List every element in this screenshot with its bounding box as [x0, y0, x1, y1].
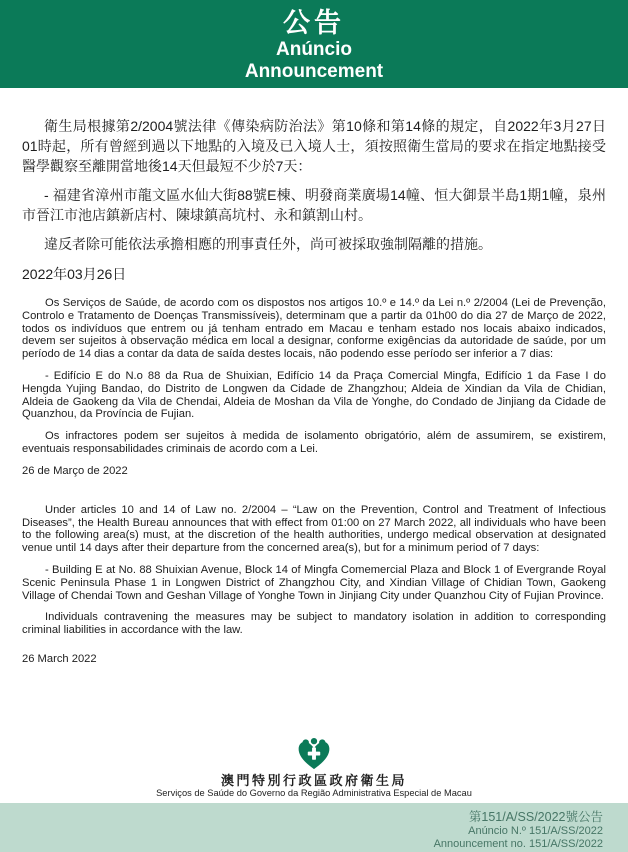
reference-number-pt: Anúncio N.º 151/A/SS/2022	[468, 825, 603, 837]
en-locations-item: - Building E at No. 88 Shuixian Avenue, Block 14 of Mingfa Comemercial Plaza and Block 1 of Evergrande Royal Scenic Peninsula Phase 1 in Longwen District of Zhangzhou City, and Xindian Village of Chidian Town, Gaokeng Village of Chendai Town and Geshan Village of Yonghe Town in Jinjiang City under Quanzhou City of Fujian Province.	[22, 563, 606, 602]
en-penalty-paragraph: Individuals contravening the measures may be subject to mandatory isolation in addition to corresponding criminal liabilities in accordance with the law.	[22, 611, 606, 637]
pt-penalty-paragraph: Os infractores podem ser sujeitos à medida de isolamento obrigatório, além de assumirem, se existirem, eventuais responsabilidades criminais de acordo com a Lei.	[22, 430, 606, 455]
issuer-name-pt: Serviços de Saúde do Governo da Região Administrativa Especial de Macau	[156, 788, 472, 798]
page-title-pt: Anúncio	[276, 39, 352, 60]
zh-date: 2022年03月26日	[22, 266, 127, 282]
page-title-zh: 公告	[283, 8, 345, 38]
header-banner	[0, 0, 628, 88]
page-title-en: Announcement	[244, 61, 384, 82]
issuer-block	[0, 738, 628, 803]
zh-intro-paragraph: 衛生局根據第2/2004號法律《傳染病防治法》第10條和第14條的規定，自2022年3月27日01時起，所有曾經到過以下地點的入境及已入境人士，須按照衛生當局的要求在指定地點接受醫學觀察至離開當地後14天但最短不少於7天：	[22, 118, 606, 174]
reference-number-en: Announcement no. 151/A/SS/2022	[433, 837, 603, 850]
zh-penalty-paragraph: 違反者除可能依法承擔相應的刑事責任外，尚可被採取強制隔離的措施。	[44, 236, 492, 252]
reference-bar	[0, 803, 628, 852]
zh-locations-item: - 福建省漳州市龍文區水仙大街88號E棟、明發商業廣場14幢、恒大御景半島1期1幢，泉州市晉江市池店鎮新店村、陳埭鎮高坑村、永和鎮割山村。	[22, 187, 606, 223]
announcement-body	[0, 88, 628, 666]
reference-number-zh: 第151/A/SS/2022號公告	[468, 810, 603, 824]
pt-intro-paragraph: Os Serviços de Saúde, de acordo com os dispostos nos artigos 10.º e 14.º da Lei n.º 2/2004 (Lei de Prevenção, Controlo e Tratamento de Doenças Transmissíveis), determinam que a partir da 01h00 do dia 27 de Março de 2022, todos os indivíduos que entrem ou já tenham entrado em Macau e tenham estado nos locais abaixo indicados, devem ser sujeitos à observação médica em local a designar, conforme exigências da autoridade de saúde, por um período de 14 dias a contar da data de saída destes locais, não podendo esse período ser inferior a 7 dias:	[22, 297, 606, 361]
pt-date: 26 de Março de 2022	[22, 464, 128, 477]
chinese-section	[22, 116, 606, 284]
portuguese-section	[22, 297, 606, 478]
pt-locations-item: - Edifício E do N.o 88 da Rua de Shuixian, Edifício 14 da Praça Comercial Mingfa, Edifício 1 da Fase I do Hengda Yujing Bandao, do Distrito de Longwen da Cidade de Zhangzhou; Aldeia de Xindian da Vila de Chidian, Aldeia de Gaokeng da Vila de Chendai, Aldeia de Moshan da Vila de Yonghe, do Condado de Jinjiang da Cidade de Quanzhou, da Província de Fujian.	[22, 369, 606, 421]
issuer-name-zh: 澳門特別行政區政府衛生局	[220, 773, 407, 788]
en-date: 26 March 2022	[22, 652, 97, 665]
health-bureau-heart-cross-logo-icon	[296, 738, 332, 771]
english-section	[22, 504, 606, 666]
en-intro-paragraph: Under articles 10 and 14 of Law no. 2/2004 – “Law on the Prevention, Control and Treatment of Infectious Diseases”, the Health Bureau announces that with effect from 01:00 on 27 March 2022, all individuals who have been to the following area(s) must, at the discretion of the health authorities, undergo medical observation at designated venue until 14 days after their departure from the concerned area(s), but for a minimum period of 7 days:	[22, 503, 606, 555]
